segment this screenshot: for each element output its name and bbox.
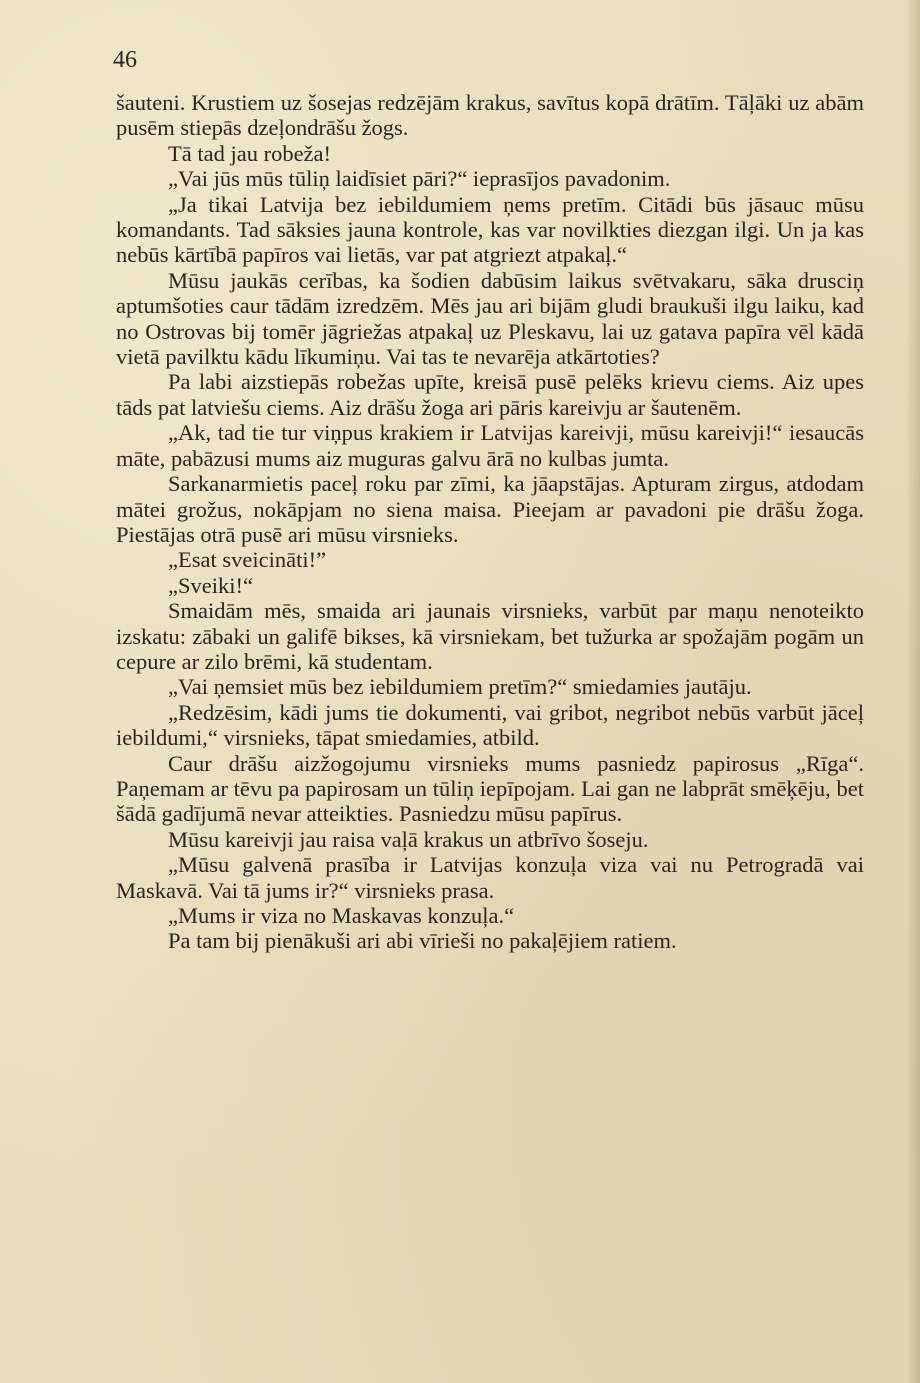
paragraph: Smaidām mēs, smaida ari jaunais virsnieks, varbūt par maņu nenoteikto izskatu: zābaki un galifē bikses, kā virsniekam, bet tužurka ar spožajām pogām un cepure ar zilo brēmi, kā studentam. xyxy=(116,598,864,674)
paragraph: „Redzēsim, kādi jums tie dokumenti, vai gribot, negribot nebūs varbūt jāceļ iebildumi,“ virsnieks, tāpat smiedamies, atbild. xyxy=(116,699,864,751)
paragraph: „Mūsu galvenā prasība ir Latvijas konzuļa viza vai nu Petrogradā vai Maskavā. Vai tā jums ir?“ virsnieks prasa. xyxy=(116,852,864,903)
paragraph: Caur drāšu aizžogojumu virsnieks mums pasniedz papirosus „Rīga“. Paņemam ar tēvu pa papirosam un tūliņ iepīpojam. Lai gan ne labprāt smēķēju, bet šādā gadījumā nevar atteikties. Pasniedzu mūsu papīrus. xyxy=(116,750,864,827)
page-number: 46 xyxy=(113,47,137,73)
paragraph: Mūsu jaukās cerības, ka šodien dabūsim laikus svētvakaru, sāka drusciņ aptumšoties caur tādām izredzēm. Mēs jau ari bijām gludi braukuši ilgu laiku, kad no Ostrovas bij tomēr jāgriežas atpakaļ uz Pleskavu, lai uz gatava papīra vēl kādā vietā pavilktu kādu līkumiņu. Vai tas te nevarēja atkārtoties? xyxy=(116,267,864,370)
paragraph: Tā tad jau robeža! xyxy=(168,140,332,166)
paragraph: Sarkanarmietis paceļ roku par zīmi, ka jāapstājas. Apturam zirgus, atdodam mātei grožus, nokāpjam no siena maisa. Pieejam ar pavadoni pie drāšu žoga. Piestājas otrā pusē ari mūsu virsnieks. xyxy=(116,471,864,547)
paragraph: „Esat sveicināti!” xyxy=(168,547,327,573)
page-edge-shadow xyxy=(906,0,920,1383)
paragraph: „Ak, tad tie tur viņpus krakiem ir Latvijas kareivji, mūsu kareivji!“ iesaucās māte, pabāzusi mums aiz muguras galvu ārā no kulbas jumta. xyxy=(116,420,864,471)
paragraph: Pa labi aizstiepās robežas upīte, kreisā pusē pelēks krievu ciems. Aiz upes tāds pat latviešu ciems. Aiz drāšu žoga ari pāris kareivju ar šautenēm. xyxy=(116,369,864,420)
paragraph: „Vai jūs mūs tūliņ laidīsiet pāri?“ ieprasījos pavadonim. xyxy=(168,166,671,192)
paragraph: šauteni. Krustiem uz šosejas redzējām krakus, savītus kopā drātīm. Tāļāki uz abām pusēm stiepās dzeļondrāšu žogs. xyxy=(116,90,864,141)
paragraph: „Sveiki!“ xyxy=(168,572,253,598)
body-text xyxy=(116,90,864,954)
paragraph: „Vai ņemsiet mūs bez iebildumiem pretīm?“ smiedamies jautāju. xyxy=(168,674,752,700)
paragraph: „Ja tikai Latvija bez iebildumiem ņems pretīm. Citādi būs jāsauc mūsu komandants. Tad sāksies jauna kontrole, kas var novilkties diezgan ilgi. Un ja kas nebūs kārtībā papīros vai lietās, var pat atgriezt atpakaļ.“ xyxy=(116,191,864,268)
paragraph: Mūsu kareivji jau raisa vaļā krakus un atbrīvo šoseju. xyxy=(168,826,649,852)
paragraph: „Mums ir viza no Maskavas konzuļa.“ xyxy=(168,903,515,928)
paragraph: Pa tam bij pienākuši ari abi vīrieši no pakaļējiem ratiem. xyxy=(168,928,677,954)
